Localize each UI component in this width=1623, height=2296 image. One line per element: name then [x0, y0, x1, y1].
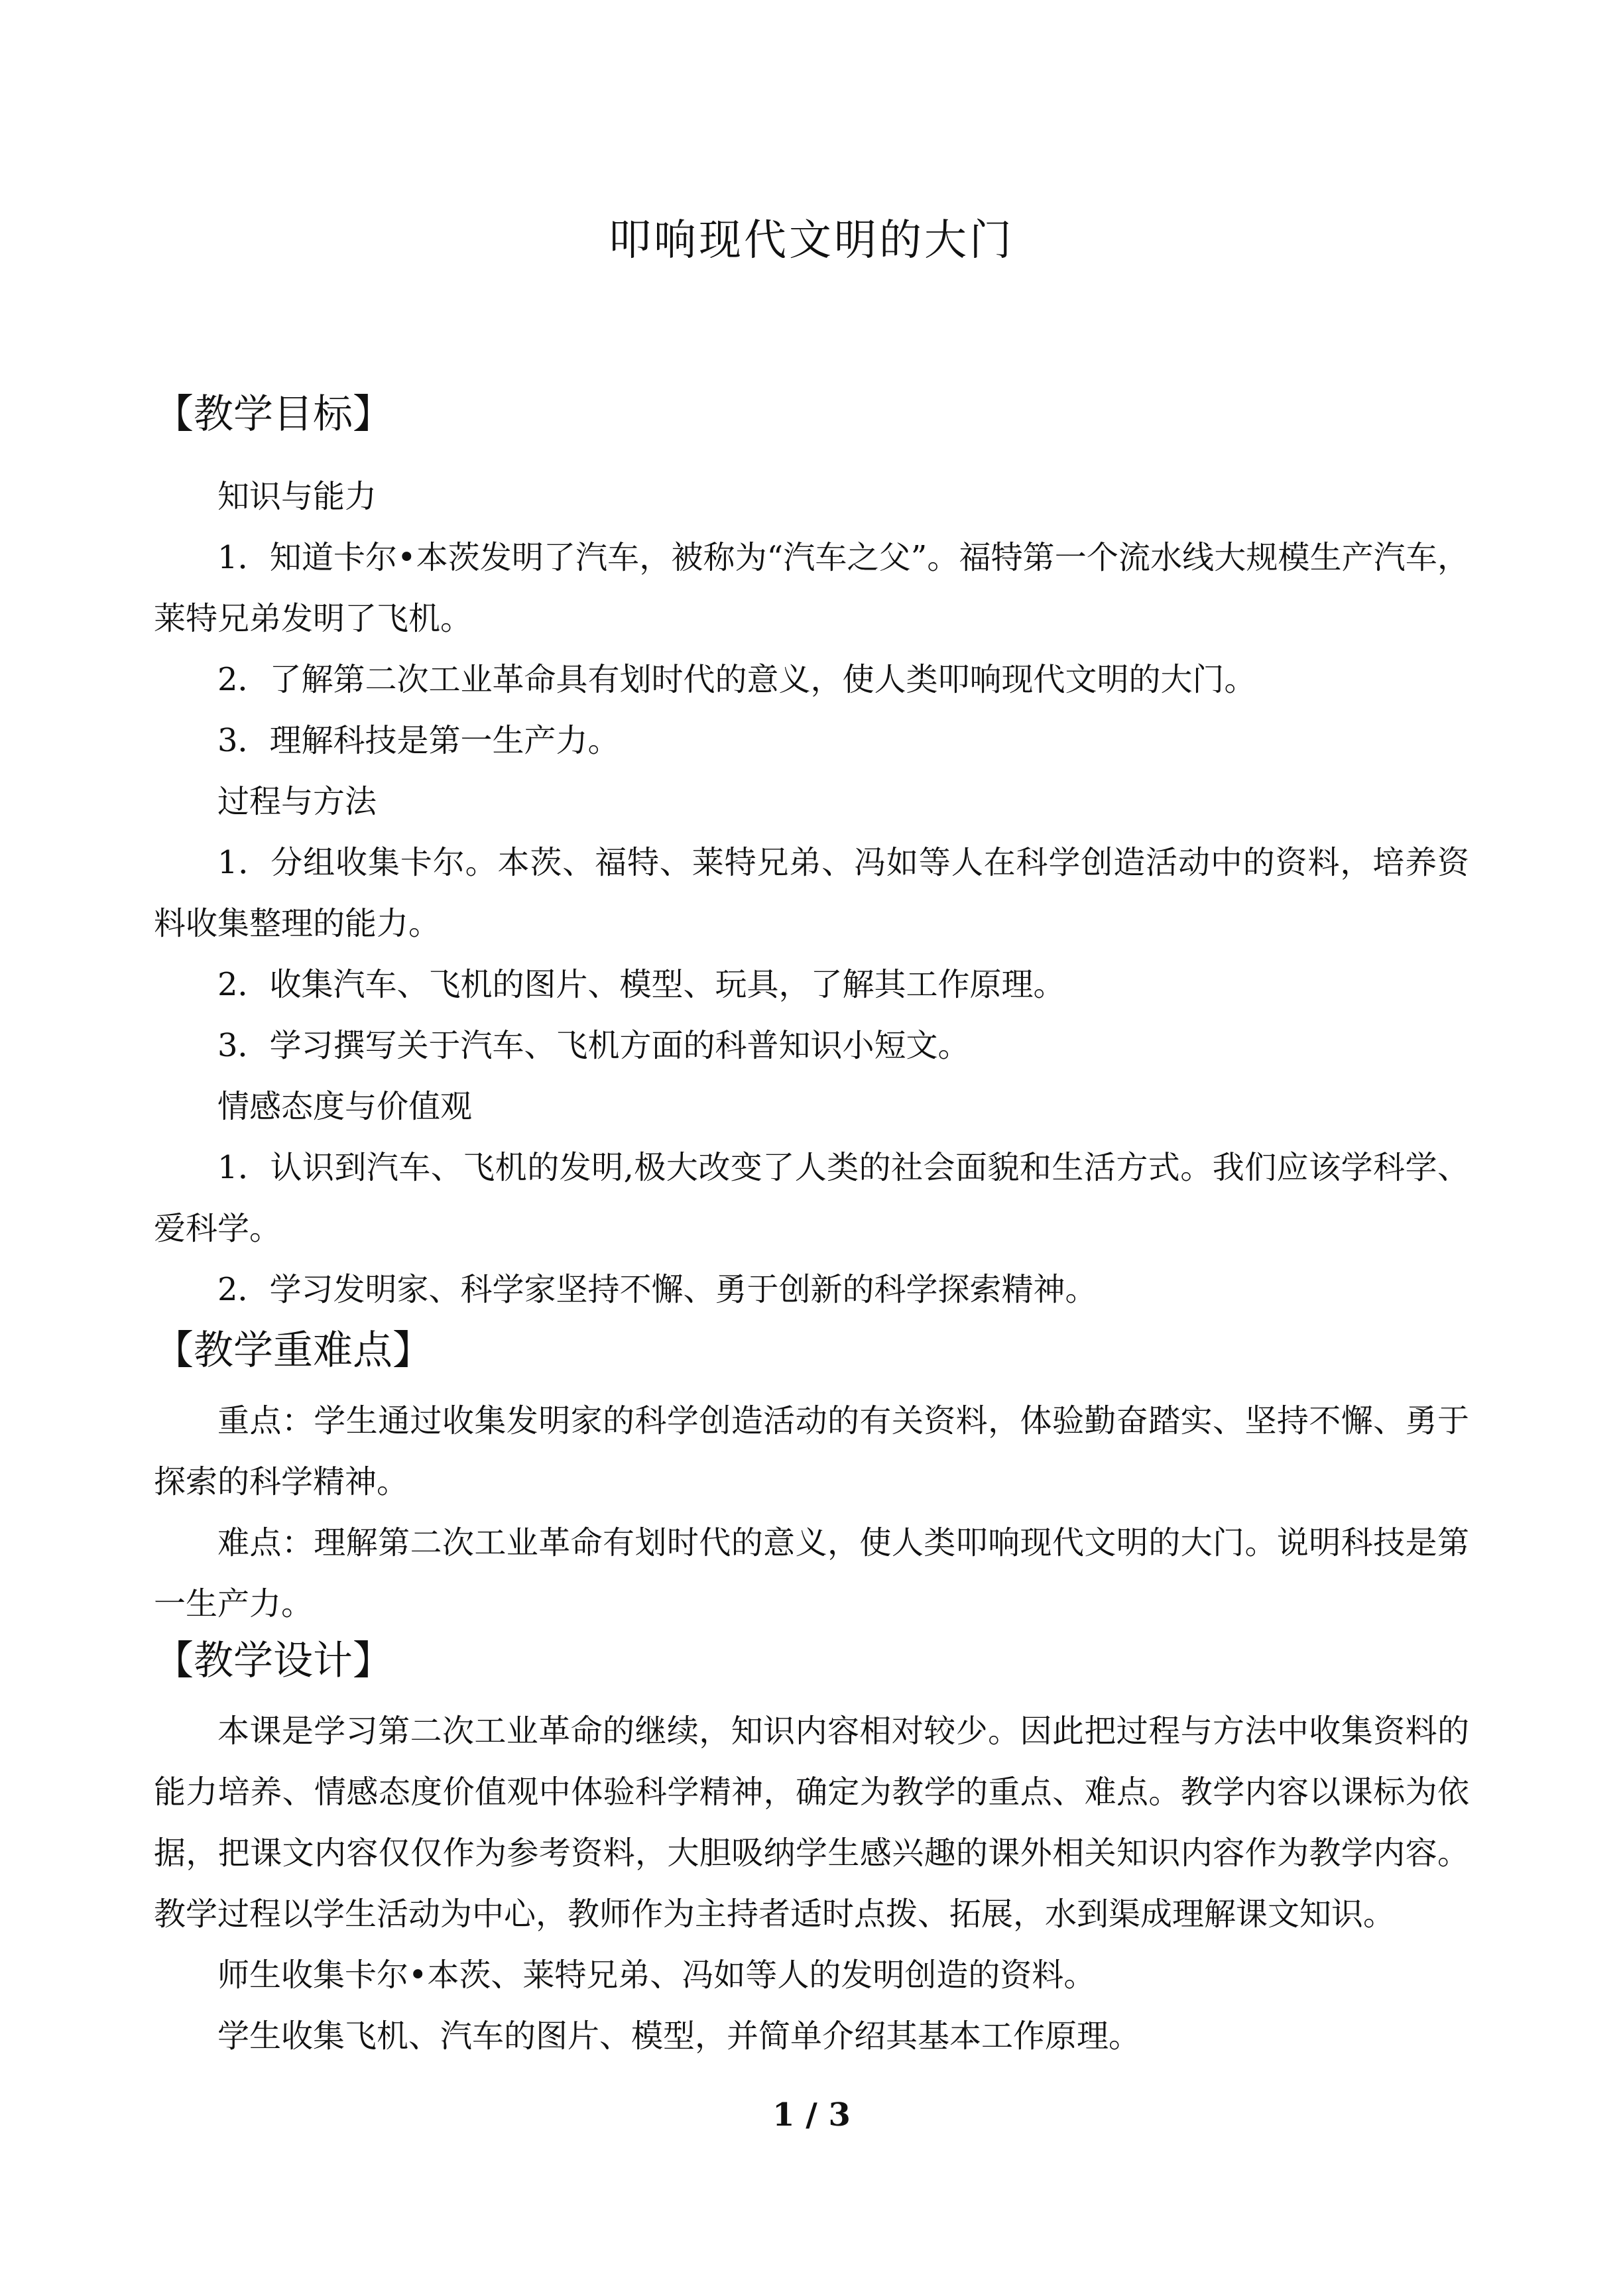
- key-point-difficulty: 难点：理解第二次工业革命有划时代的意义，使人类叩响现代文明的大门。说明科技是第一生产力。: [154, 1524, 1469, 1622]
- design-paragraph-2: 师生收集卡尔•本茨、莱特兄弟、冯如等人的发明创造的资料。: [217, 1957, 1096, 1994]
- process-item-3: 3．学习撰写关于汽车、飞机方面的科普知识小短文。: [217, 1027, 970, 1064]
- subheading-knowledge: 知识与能力: [217, 478, 377, 515]
- page-number: 1 / 3: [772, 2096, 851, 2134]
- design-paragraph-3: 学生收集飞机、汽车的图片、模型，并简单介绍其基本工作原理。: [217, 2018, 1141, 2055]
- design-paragraph-1: 本课是学习第二次工业革命的继续，知识内容相对较少。因此把过程与方法中收集资料的能力培养、情感态度价值观中体验科学精神，确定为教学的重点、难点。教学内容以课标为依据，把课文内容仅仅作为参考资料，大胆吸纳学生感兴趣的课外相关知识内容作为教学内容。教学过程以学生活动为中心，教师作为主持者适时点拨、拓展，水到渠成理解课文知识。: [154, 1713, 1469, 1933]
- process-item-1: 1．分组收集卡尔。本茨、福特、莱特兄弟、冯如等人在科学创造活动中的资料，培养资料收集整理的能力。: [154, 844, 1469, 942]
- section-heading-key-points: 【教学重难点】: [154, 1327, 432, 1374]
- process-item-2: 2．收集汽车、飞机的图片、模型、玩具，了解其工作原理。: [217, 966, 1065, 1003]
- section-heading-design: 【教学设计】: [154, 1638, 392, 1684]
- knowledge-item-2: 2．了解第二次工业革命具有划时代的意义，使人类叩响现代文明的大门。: [217, 661, 1256, 698]
- subheading-attitude: 情感态度与价值观: [217, 1088, 473, 1125]
- section-heading-objectives: 【教学目标】: [154, 391, 392, 438]
- subheading-process: 过程与方法: [217, 783, 377, 820]
- key-point-emphasis: 重点：学生通过收集发明家的科学创造活动的有关资料，体验勤奋踏实、坚持不懈、勇于探索的科学精神。: [154, 1402, 1469, 1500]
- attitude-item-2: 2．学习发明家、科学家坚持不懈、勇于创新的科学探索精神。: [217, 1271, 1097, 1308]
- attitude-item-1: 1．认识到汽车、飞机的发明,极大改变了人类的社会面貌和生活方式。我们应该学科学、爱科学。: [154, 1149, 1469, 1247]
- knowledge-item-3: 3．理解科技是第一生产力。: [217, 722, 620, 759]
- knowledge-item-1: 1．知道卡尔•本茨发明了汽车，被称为“汽车之父”。福特第一个流水线大规模生产汽车，莱特兄弟发明了飞机。: [154, 539, 1469, 637]
- document-title: 叩响现代文明的大门: [609, 216, 1014, 265]
